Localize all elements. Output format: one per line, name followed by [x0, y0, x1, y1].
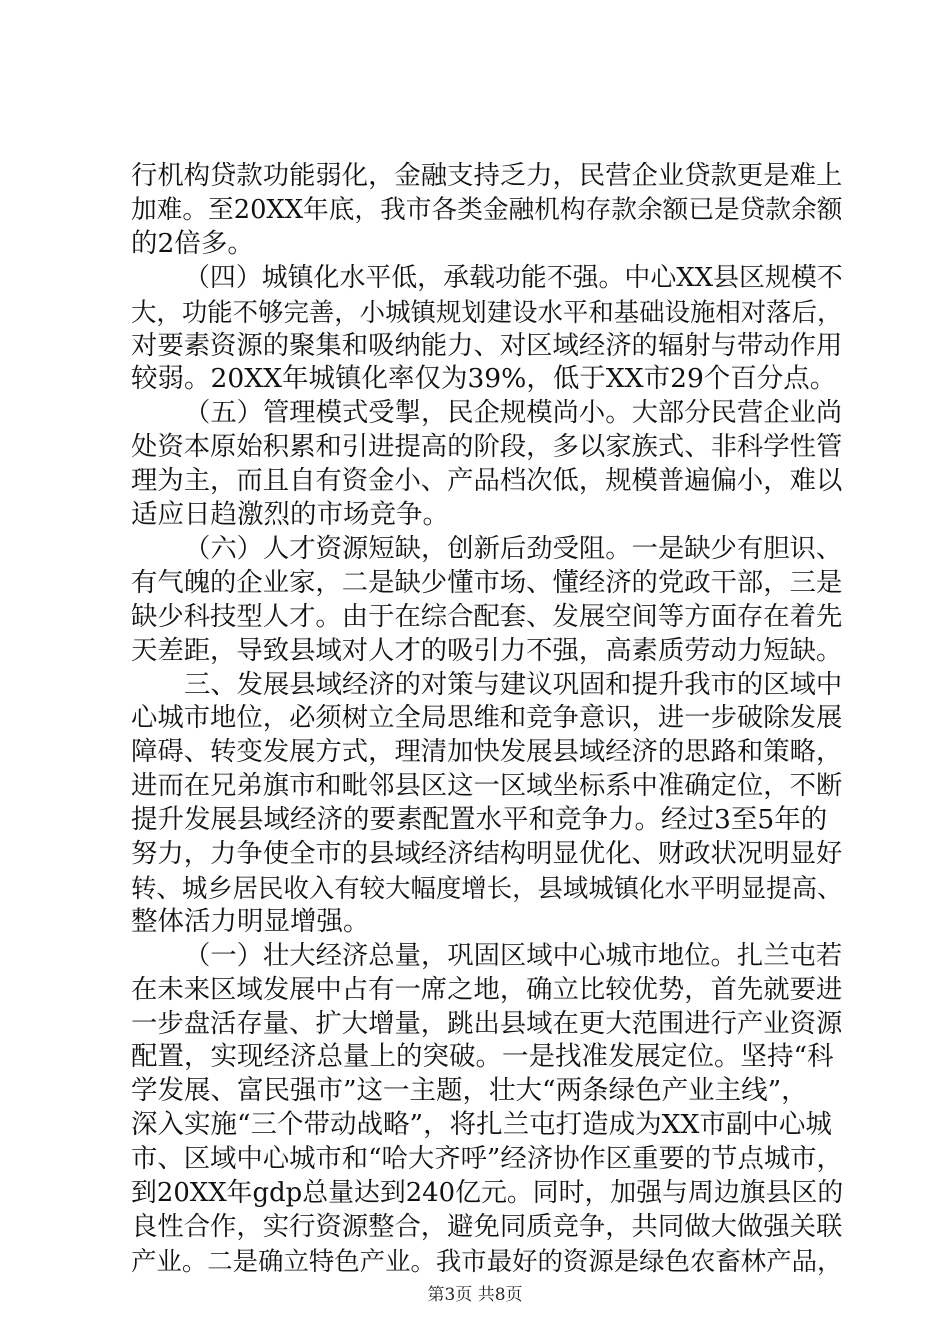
text-line: 进而在兄弟旗市和毗邻县区这一区域坐标系中准确定位，不断 [131, 771, 843, 802]
text-line: （五）管理模式受掣，民企规模尚小。大部分民营企业尚 [184, 398, 843, 429]
text-line: 行机构贷款功能弱化，金融支持乏力，民营企业贷款更是难上 [131, 161, 843, 191]
text-line: 提升发展县域经济的要素配置水平和竞争力。经过3至5年的 [131, 804, 828, 836]
text-line: 天差距，导致县域对人才的吸引力不强，高素质劳动力短缺。 [131, 635, 843, 666]
text-line: （四）城镇化水平低，承载功能不强。中心XX县区规模不 [184, 262, 843, 293]
page-footer: 第3页 共8页 [427, 1285, 523, 1305]
text-line: 较弱。20XX年城镇化率仅为39%，低于XX市29个百分点。 [131, 363, 837, 395]
text-line: 三、发展县域经济的对策与建议巩固和提升我市的区域中 [184, 669, 843, 700]
text-line: 缺少科技型人才。由于在综合配套、发展空间等方面存在着先 [131, 601, 843, 632]
text-line: 处资本原始积累和引进提高的阶段，多以家族式、非科学性管 [131, 432, 843, 463]
text-line: 学发展、富民强市”这一主题，壮大“两条绿色产业主线”， [131, 1075, 808, 1107]
text-line: 到20XX年gdp总量达到240亿元。同时，加强与周边旗县区的 [131, 1178, 844, 1208]
text-line: 努力，力争使全市的县域经济结构明显优化、财政状况明显好 [131, 839, 843, 869]
text-line: 有气魄的企业家，二是缺少懂市场、懂经济的党政干部，三是 [131, 567, 843, 598]
text-line: 障碍、转变发展方式，理清加快发展县域经济的思路和策略， [131, 737, 843, 768]
text-line: 适应日趋激烈的市场竞争。 [131, 499, 449, 530]
text-line: 产业。二是确立特色产业。我市最好的资源是绿色农畜林产品， [131, 1245, 843, 1276]
text-line: 在未来区域发展中占有一席之地，确立比较优势，首先就要进 [131, 974, 843, 1005]
text-line: 对要素资源的聚集和吸纳能力、对区域经济的辐射与带动作用 [131, 330, 843, 361]
text-line: 理为主，而且自有资金小、产品档次低，规模普遍偏小，难以 [131, 466, 843, 497]
text-line: 心城市地位，必须树立全局思维和竞争意识，进一步破除发展 [131, 703, 843, 734]
text-line: 加难。至20XX年底，我市各类金融机构存款余额已是贷款余额 [131, 194, 843, 225]
text-line: （六）人才资源短缺，创新后劲受阻。一是缺少有胆识、 [184, 533, 843, 564]
text-line: 深入实施“三个带动战略”，将扎兰屯打造成为XX市副中心城 [131, 1109, 832, 1141]
text-line: 一步盘活存量、扩大增量，跳出县域在更大范围进行产业资源 [131, 1008, 843, 1039]
text-line: 配置，实现经济总量上的突破。一是找准发展定位。坚持“科 [131, 1041, 834, 1073]
text-line: 转、城乡居民收入有较大幅度增长，县域城镇化水平明显提高、 [131, 872, 843, 903]
text-line: 的2倍多。 [131, 227, 254, 259]
text-line: 良性合作，实行资源整合，避免同质竞争，共同做大做强关联 [131, 1211, 843, 1242]
text-line: 市、区域中心城市和“哈大齐呼”经济协作区重要的节点城市， [131, 1144, 843, 1175]
text-line: 整体活力明显增强。 [131, 905, 370, 937]
text-line: （一）壮大经济总量，巩固区域中心城市地位。扎兰屯若 [184, 940, 843, 971]
text-line: 大，功能不够完善，小城镇规划建设水平和基础设施相对落后， [131, 296, 843, 327]
